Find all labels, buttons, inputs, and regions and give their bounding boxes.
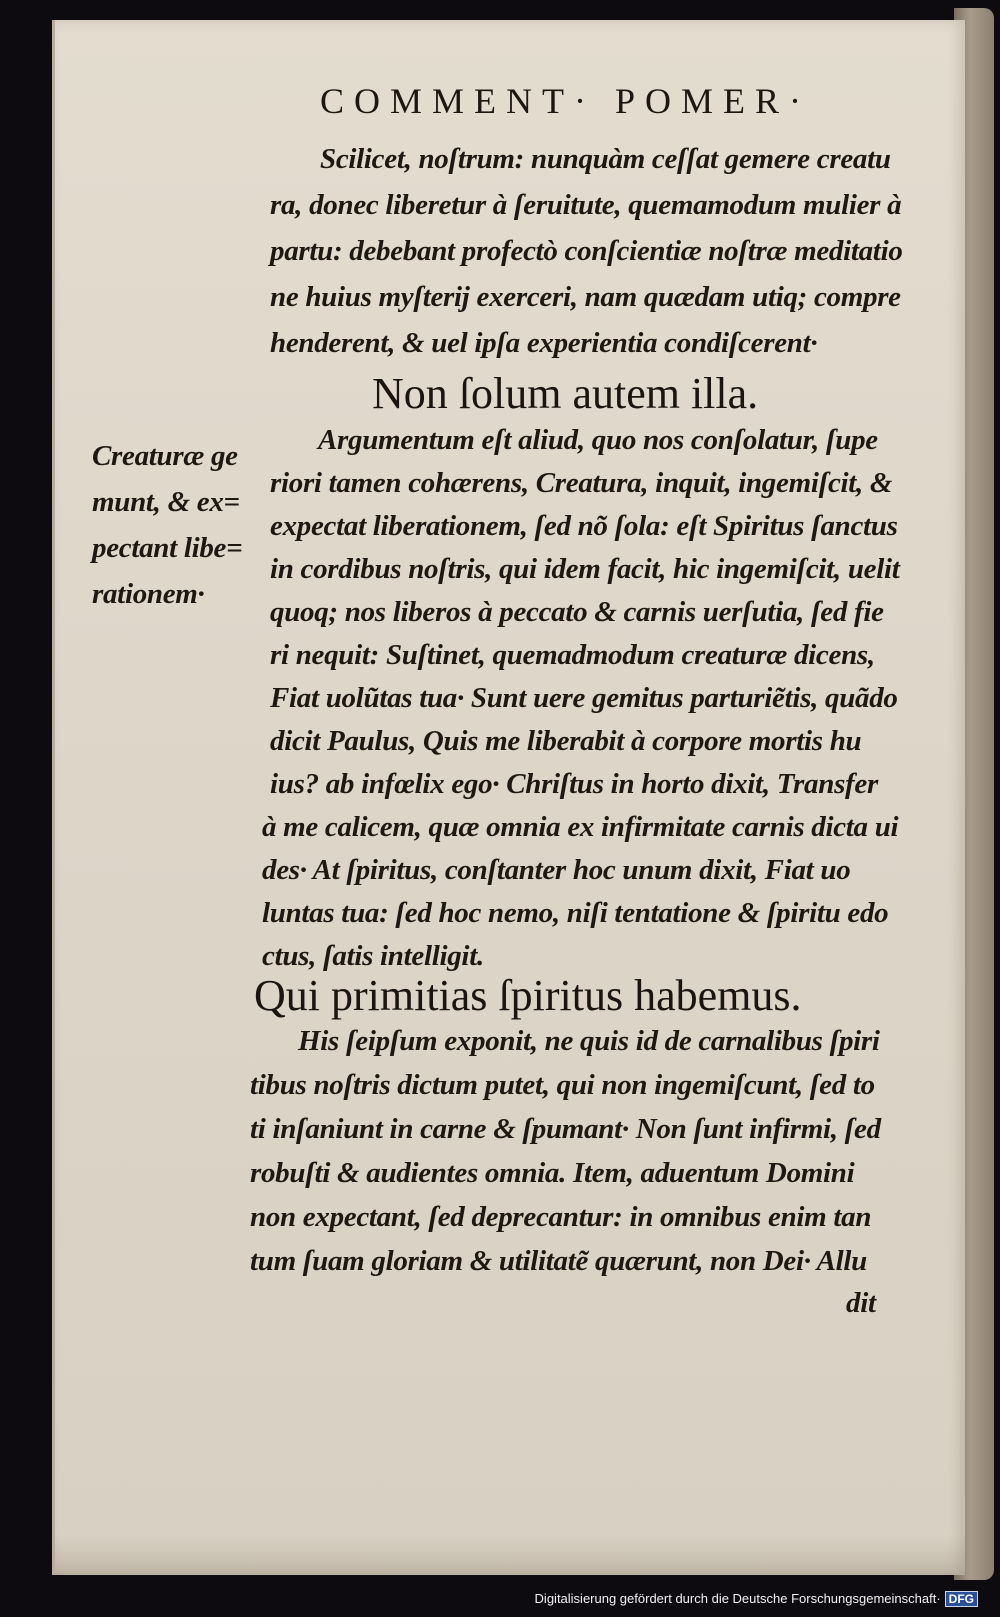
text-line: riori tamen cohærens, Creatura, inquit, ingemiſcit, & xyxy=(270,467,893,499)
text-line: henderent, & uel ipſa experientia condiſcerent· xyxy=(270,327,818,359)
text-line: ri nequit: Suſtinet, quemadmodum creaturæ dicens, xyxy=(270,639,875,671)
text-line: à me calicem, quæ omnia ex infirmitate carnis dicta ui xyxy=(262,811,899,843)
text-line: expectat liberationem, ſed nõ ſola: eſt Spiritus ſanctus xyxy=(270,510,898,542)
text-line: tibus noſtris dictum putet, qui non ingemiſcunt, ſed to xyxy=(250,1069,875,1101)
footer-text: Digitalisierung gefördert durch die Deutsche Forschungsgemeinschaft· xyxy=(534,1591,941,1606)
text-line: ne huius myſterij exerceri, nam quædam utiq; compre xyxy=(270,281,901,313)
text-line: tum ſuam gloriam & utilitatẽ quærunt, non Dei· Allu xyxy=(250,1245,867,1277)
margin-note-line: rationem· xyxy=(92,578,205,610)
lemma-heading: Qui primitias ſpiritus habemus. xyxy=(254,971,802,1020)
text-line: His ſeipſum exponit, ne quis id de carnalibus ſpiri xyxy=(298,1025,880,1057)
digitization-footer xyxy=(535,1591,978,1607)
text-line: ius? ab infœlix ego· Chriſtus in horto dixit, Transfer xyxy=(270,768,878,800)
text-line: Scilicet, noſtrum: nunquàm ceſſat gemere creatu xyxy=(320,143,891,175)
text-line: ti inſaniunt in carne & ſpumant· Non ſunt infirmi, ſed xyxy=(250,1113,881,1145)
margin-note-line: Creaturæ ge xyxy=(92,440,238,472)
text-line: des· At ſpiritus, conſtanter hoc unum dixit, Fiat uo xyxy=(262,854,851,886)
text-line: dicit Paulus, Quis me liberabit à corpore mortis hu xyxy=(270,725,862,757)
margin-note-line: munt, & ex= xyxy=(92,486,240,518)
text-line: non expectant, ſed deprecantur: in omnibus enim tan xyxy=(250,1201,872,1233)
text-line: robuſti & audientes omnia. Item, aduentum Domini xyxy=(250,1157,855,1189)
text-line: Fiat uolũtas tua· Sunt uere gemitus parturiẽtis, quãdo xyxy=(270,682,898,714)
text-line: ctus, ſatis intelligit. xyxy=(262,940,484,972)
text-line: Argumentum eſt aliud, quo nos conſolatur, ſupe xyxy=(318,424,878,456)
text-line: in cordibus noſtris, qui idem facit, hic ingemiſcit, uelit xyxy=(270,553,900,585)
catchword: dit xyxy=(846,1287,876,1319)
running-head: COMMENT· POMER· xyxy=(320,81,812,121)
text-line: luntas tua: ſed hoc nemo, niſi tentatione & ſpiritu edo xyxy=(262,897,889,929)
text-line: quoq; nos liberos à peccato & carnis uerſutia, ſed fie xyxy=(270,596,884,628)
lemma-heading: Non ſolum autem illa. xyxy=(372,369,759,418)
margin-note-line: pectant libe= xyxy=(92,532,243,564)
dfg-logo: DFG xyxy=(945,1591,978,1607)
text-line: ra, donec liberetur à ſeruitute, quemamodum mulier à xyxy=(270,189,902,221)
text-line: partu: debebant profectò conſcientiæ noſtræ meditatio xyxy=(270,235,903,267)
